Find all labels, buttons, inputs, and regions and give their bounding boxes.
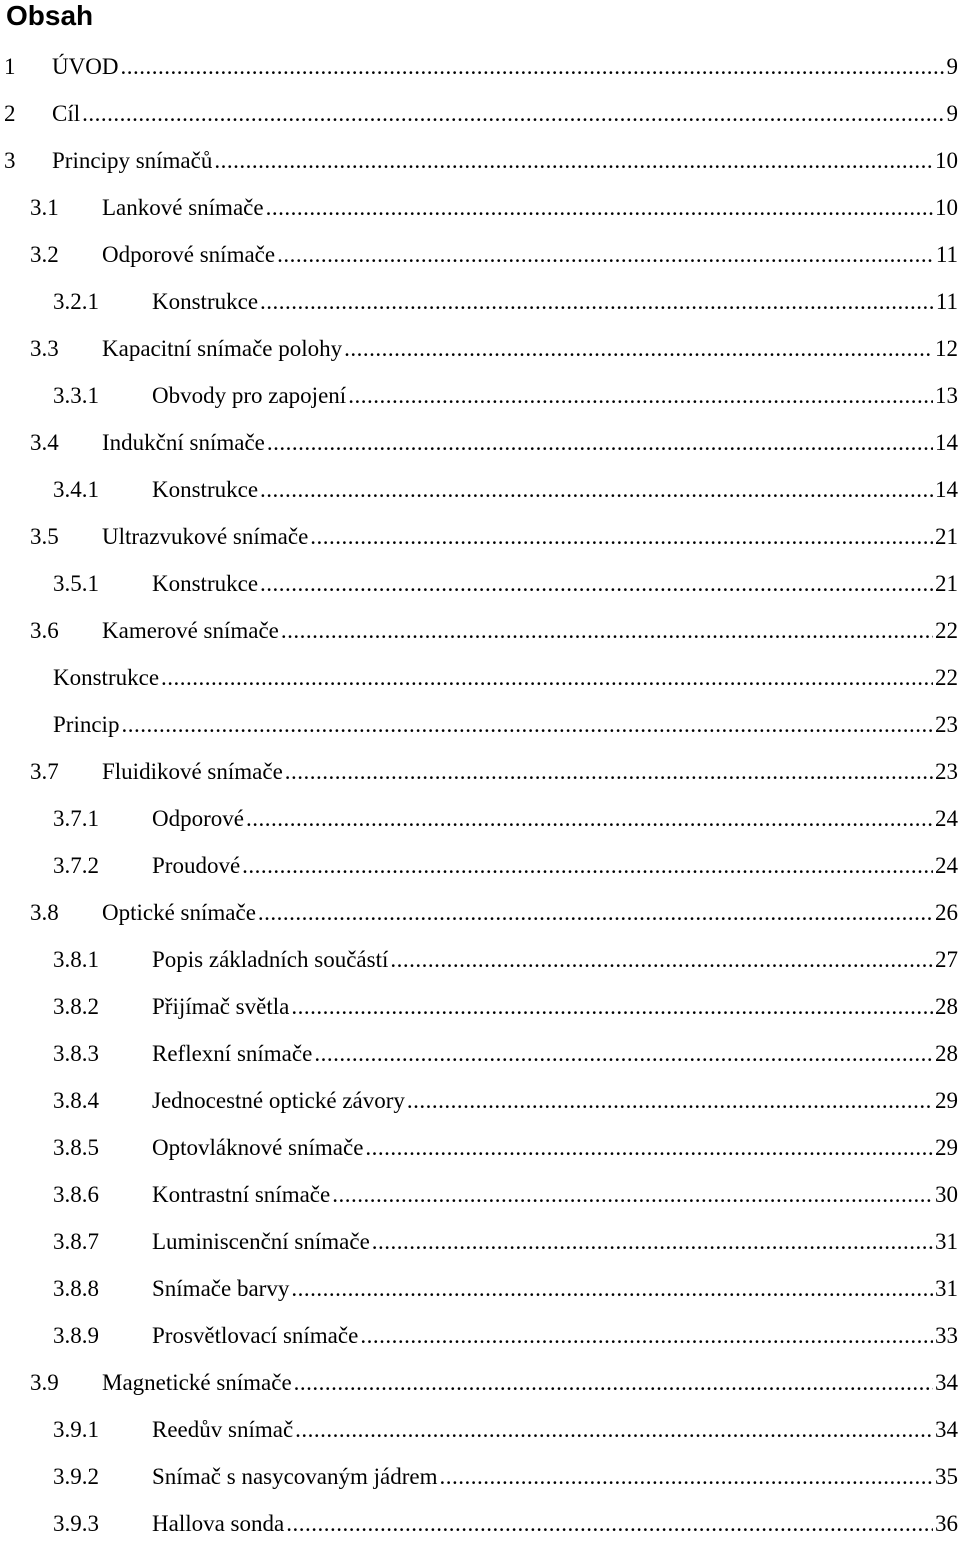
toc-entry-page-number: 29	[935, 1124, 960, 1171]
toc-entry-number: 3.2	[30, 231, 102, 278]
toc-entry[interactable]	[0, 795, 960, 842]
toc-entry-leader-dots	[440, 1453, 933, 1500]
toc-entry-leader-dots	[348, 372, 933, 419]
toc-entry-number: 3.8.5	[53, 1124, 152, 1171]
toc-entry-number: 3.9.1	[53, 1406, 152, 1453]
toc-entry[interactable]	[0, 513, 960, 560]
toc-entry-page-number: 22	[935, 607, 960, 654]
toc-entry-page-number: 9	[947, 90, 960, 137]
toc-entry-page-number: 23	[935, 701, 960, 748]
toc-entry-page-number: 28	[935, 983, 960, 1030]
toc-entry-leader-dots	[260, 466, 933, 513]
toc-entry-number: 3.7.2	[53, 842, 152, 889]
toc-entry-number: 3.2.1	[53, 278, 152, 325]
toc-entry-label: Konstrukce	[152, 278, 258, 325]
toc-entry[interactable]	[0, 889, 960, 936]
toc-entry-leader-dots	[267, 419, 933, 466]
toc-entry-page-number: 31	[935, 1265, 960, 1312]
toc-entry-leader-dots	[372, 1218, 933, 1265]
toc-entry-label: Kamerové snímače	[102, 607, 279, 654]
toc-entry[interactable]	[0, 842, 960, 889]
toc-entry-number: 3.7.1	[53, 795, 152, 842]
toc-entry-number: 3.4.1	[53, 466, 152, 513]
toc-entry[interactable]	[0, 560, 960, 607]
toc-entry-leader-dots	[286, 1500, 933, 1547]
toc-entry-label: Snímač s nasycovaným jádrem	[152, 1453, 438, 1500]
toc-entry-number: 3.8.8	[53, 1265, 152, 1312]
toc-entry-page-number: 24	[935, 842, 960, 889]
toc-entry-label: Kontrastní snímače	[152, 1171, 330, 1218]
toc-entry[interactable]	[0, 137, 960, 184]
toc-entry-label: Prosvětlovací snímače	[152, 1312, 358, 1359]
toc-entry-number: 3.5	[30, 513, 102, 560]
toc-entry[interactable]	[0, 1406, 960, 1453]
toc-entry-leader-dots	[407, 1077, 933, 1124]
toc-entry-leader-dots	[310, 513, 933, 560]
toc-entry-page-number: 14	[935, 466, 960, 513]
toc-entry-page-number: 13	[935, 372, 960, 419]
toc-entry-label: Konstrukce	[152, 466, 258, 513]
toc-entry-leader-dots	[291, 1265, 933, 1312]
toc-entry-number: 3.8.9	[53, 1312, 152, 1359]
toc-entry[interactable]	[0, 184, 960, 231]
toc-entry-number: 3.8.4	[53, 1077, 152, 1124]
toc-entry-page-number: 24	[935, 795, 960, 842]
toc-entry-page-number: 31	[935, 1218, 960, 1265]
toc-entry-page-number: 30	[935, 1171, 960, 1218]
toc-entry-label: Přijímač světla	[152, 983, 289, 1030]
toc-entry[interactable]	[0, 231, 960, 278]
toc-entry[interactable]	[0, 1124, 960, 1171]
toc-entry-page-number: 9	[947, 43, 960, 90]
toc-entry-number: 3.9.3	[53, 1500, 152, 1547]
toc-entry-label: Luminiscenční snímače	[152, 1218, 370, 1265]
toc-entry-leader-dots	[277, 231, 934, 278]
toc-entry-label: Lankové snímače	[102, 184, 264, 231]
toc-entry-label: Magnetické snímače	[102, 1359, 292, 1406]
toc-entry[interactable]	[0, 1265, 960, 1312]
toc-entry-number: 3.8.6	[53, 1171, 152, 1218]
toc-entry-leader-dots	[281, 607, 933, 654]
toc-entry-leader-dots	[285, 748, 933, 795]
toc-entry-page-number: 23	[935, 748, 960, 795]
toc-entry-number: 3.6	[30, 607, 102, 654]
toc-entry-number: 3.9.2	[53, 1453, 152, 1500]
toc-entry-label: Reflexní snímače	[152, 1030, 312, 1077]
toc-entry-label: Kapacitní snímače polohy	[102, 325, 342, 372]
toc-entry-number: 3.5.1	[53, 560, 152, 607]
toc-entry-number: 3.4	[30, 419, 102, 466]
toc-entry-number: 2	[4, 90, 52, 137]
toc-entry[interactable]	[0, 43, 960, 90]
toc-entry-page-number: 33	[935, 1312, 960, 1359]
toc-entry-leader-dots	[390, 936, 933, 983]
toc-entry-number: 3.1	[30, 184, 102, 231]
toc-entry-label: Fluidikové snímače	[102, 748, 283, 795]
toc-entry-leader-dots	[242, 842, 933, 889]
toc-entry[interactable]	[0, 1077, 960, 1124]
toc-entry-number: 1	[4, 43, 52, 90]
toc-entry[interactable]	[0, 936, 960, 983]
toc-entry[interactable]	[0, 372, 960, 419]
toc-entry-number: 3.7	[30, 748, 102, 795]
toc-entry[interactable]	[0, 90, 960, 137]
toc-entry-label: Hallova sonda	[152, 1500, 284, 1547]
toc-entry-page-number: 26	[935, 889, 960, 936]
toc-entry-leader-dots	[120, 43, 944, 90]
toc-heading: Obsah	[6, 0, 93, 34]
toc-entry[interactable]	[0, 1500, 960, 1547]
toc-entry-page-number: 12	[935, 325, 960, 372]
toc-entry-page-number: 10	[935, 137, 960, 184]
toc-entry-label: Odporové	[152, 795, 244, 842]
toc-entry-page-number: 29	[935, 1077, 960, 1124]
toc-entry-leader-dots	[246, 795, 933, 842]
toc-entry-leader-dots	[360, 1312, 933, 1359]
toc-entry-label: Jednocestné optické závory	[152, 1077, 405, 1124]
toc-entry-leader-dots	[314, 1030, 933, 1077]
toc-entry[interactable]	[0, 1359, 960, 1406]
toc-entry-leader-dots	[266, 184, 933, 231]
toc-entry-page-number: 22	[935, 654, 960, 701]
toc-entry-page-number: 11	[936, 231, 960, 278]
toc-entry-leader-dots	[214, 137, 933, 184]
toc-entry[interactable]	[0, 654, 960, 701]
toc-entry-number: 3.8.3	[53, 1030, 152, 1077]
toc-entry-number: 3.9	[30, 1359, 102, 1406]
toc-entry-label: Obvody pro zapojení	[152, 372, 346, 419]
toc-entry-number: 3.8.7	[53, 1218, 152, 1265]
toc-entry[interactable]	[0, 607, 960, 654]
toc-entry-leader-dots	[260, 560, 933, 607]
toc-entry-number: 3	[4, 137, 52, 184]
toc-entry[interactable]	[0, 701, 960, 748]
toc-entry-label: Optovláknové snímače	[152, 1124, 363, 1171]
toc-entry[interactable]	[0, 1218, 960, 1265]
toc-entry-number: 3.3	[30, 325, 102, 372]
toc-entry[interactable]	[0, 1453, 960, 1500]
toc-entry-label: Optické snímače	[102, 889, 256, 936]
toc-entry-leader-dots	[332, 1171, 933, 1218]
toc-entry-leader-dots	[365, 1124, 933, 1171]
toc-entry-label: Ultrazvukové snímače	[102, 513, 308, 560]
toc-entry-label: Konstrukce	[152, 560, 258, 607]
toc-entry-label: Snímače barvy	[152, 1265, 289, 1312]
toc-entry-page-number: 34	[935, 1406, 960, 1453]
toc-entry-number: 3.3.1	[53, 372, 152, 419]
toc-entry-label: Odporové snímače	[102, 231, 275, 278]
toc-entry-page-number: 14	[935, 419, 960, 466]
toc-entry-number: 3.8	[30, 889, 102, 936]
toc-entry-page-number: 27	[935, 936, 960, 983]
toc-entry-page-number: 21	[935, 560, 960, 607]
toc-entry[interactable]	[0, 748, 960, 795]
toc-entry-number: 3.8.1	[53, 936, 152, 983]
toc-entry-leader-dots	[161, 654, 933, 701]
toc-entry[interactable]	[0, 1312, 960, 1359]
toc-entry-page-number: 36	[935, 1500, 960, 1547]
toc-entry-label: Proudové	[152, 842, 240, 889]
toc-entry[interactable]	[0, 983, 960, 1030]
toc-entry-label: Popis základních součástí	[152, 936, 388, 983]
toc-entry[interactable]	[0, 325, 960, 372]
toc-list	[0, 43, 960, 1547]
toc-entry-leader-dots	[344, 325, 933, 372]
toc-entry-label: Konstrukce	[53, 654, 159, 701]
toc-entry-leader-dots	[260, 278, 934, 325]
toc-entry-label: Cíl	[52, 90, 80, 137]
toc-entry[interactable]	[0, 278, 960, 325]
toc-entry-page-number: 10	[935, 184, 960, 231]
toc-entry-label: Indukční snímače	[102, 419, 265, 466]
toc-entry-leader-dots	[82, 90, 944, 137]
toc-entry-page-number: 35	[935, 1453, 960, 1500]
toc-entry-page-number: 11	[936, 278, 960, 325]
toc-entry[interactable]	[0, 1171, 960, 1218]
toc-entry-leader-dots	[291, 983, 933, 1030]
toc-entry-leader-dots	[295, 1406, 933, 1453]
toc-entry[interactable]	[0, 466, 960, 513]
toc-entry-page-number: 28	[935, 1030, 960, 1077]
toc-entry-leader-dots	[121, 701, 933, 748]
toc-entry-label: Principy snímačů	[52, 137, 212, 184]
toc-entry-leader-dots	[258, 889, 933, 936]
toc-entry-number: 3.8.2	[53, 983, 152, 1030]
toc-entry-label: ÚVOD	[52, 43, 118, 90]
toc-entry-page-number: 34	[935, 1359, 960, 1406]
toc-entry-label: Reedův snímač	[152, 1406, 293, 1453]
toc-entry[interactable]	[0, 1030, 960, 1077]
toc-entry-leader-dots	[294, 1359, 933, 1406]
toc-entry[interactable]	[0, 419, 960, 466]
toc-entry-page-number: 21	[935, 513, 960, 560]
toc-entry-label: Princip	[53, 701, 119, 748]
